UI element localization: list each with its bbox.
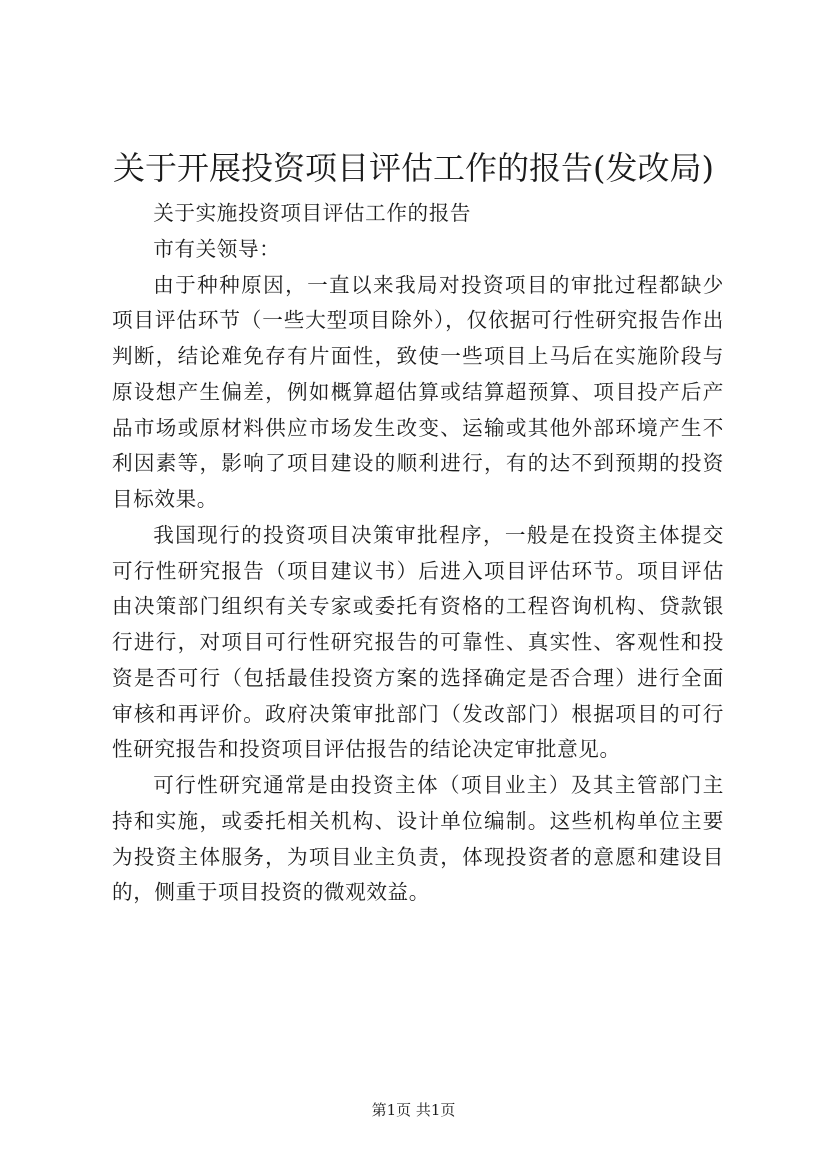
salutation: 市有关领导： — [153, 236, 281, 261]
paragraph-1: 由于种种原因，一直以来我局对投资项目的审批过程都缺少项目评估环节（一些大型项目除外），仅依据可行性研究报告作出判断，结论难免存有片面性，致使一些项目上马后在实施阶段与原设想产生偏差，例如概算超估算或结算超预算、项目投产后产品市场或原材料供应市场发生改变、运输或其他外部环境产生不利因素等，影响了项目建设的顺利进行，有的达不到预期的投资目标效果。 — [112, 272, 724, 511]
paragraph-3: 可行性研究通常是由投资主体（项目业主）及其主管部门主持和实施，或委托相关机构、设计单位编制。这些机构单位主要为投资主体服务，为项目业主负责，体现投资者的意愿和建设目的，侧重于项目投资的微观效益。 — [112, 773, 724, 905]
document-body — [112, 196, 724, 911]
paragraph-2: 我国现行的投资项目决策审批程序，一般是在投资主体提交可行性研究报告（项目建议书）后进入项目评估环节。项目评估由决策部门组织有关专家或委托有资格的工程咨询机构、贷款银行进行，对项目可行性研究报告的可靠性、真实性、客观性和投资是否可行（包括最佳投资方案的选择确定是否合理）进行全面审核和再评价。政府决策审批部门（发改部门）根据项目的可行性研究报告和投资项目评估报告的结论决定审批意见。 — [112, 522, 724, 762]
page-footer: 第1页 共1页 — [371, 1101, 456, 1119]
document-title: 关于开展投资项目评估工作的报告(发改局) — [113, 149, 714, 187]
report-subtitle: 关于实施投资项目评估工作的报告 — [153, 201, 472, 225]
